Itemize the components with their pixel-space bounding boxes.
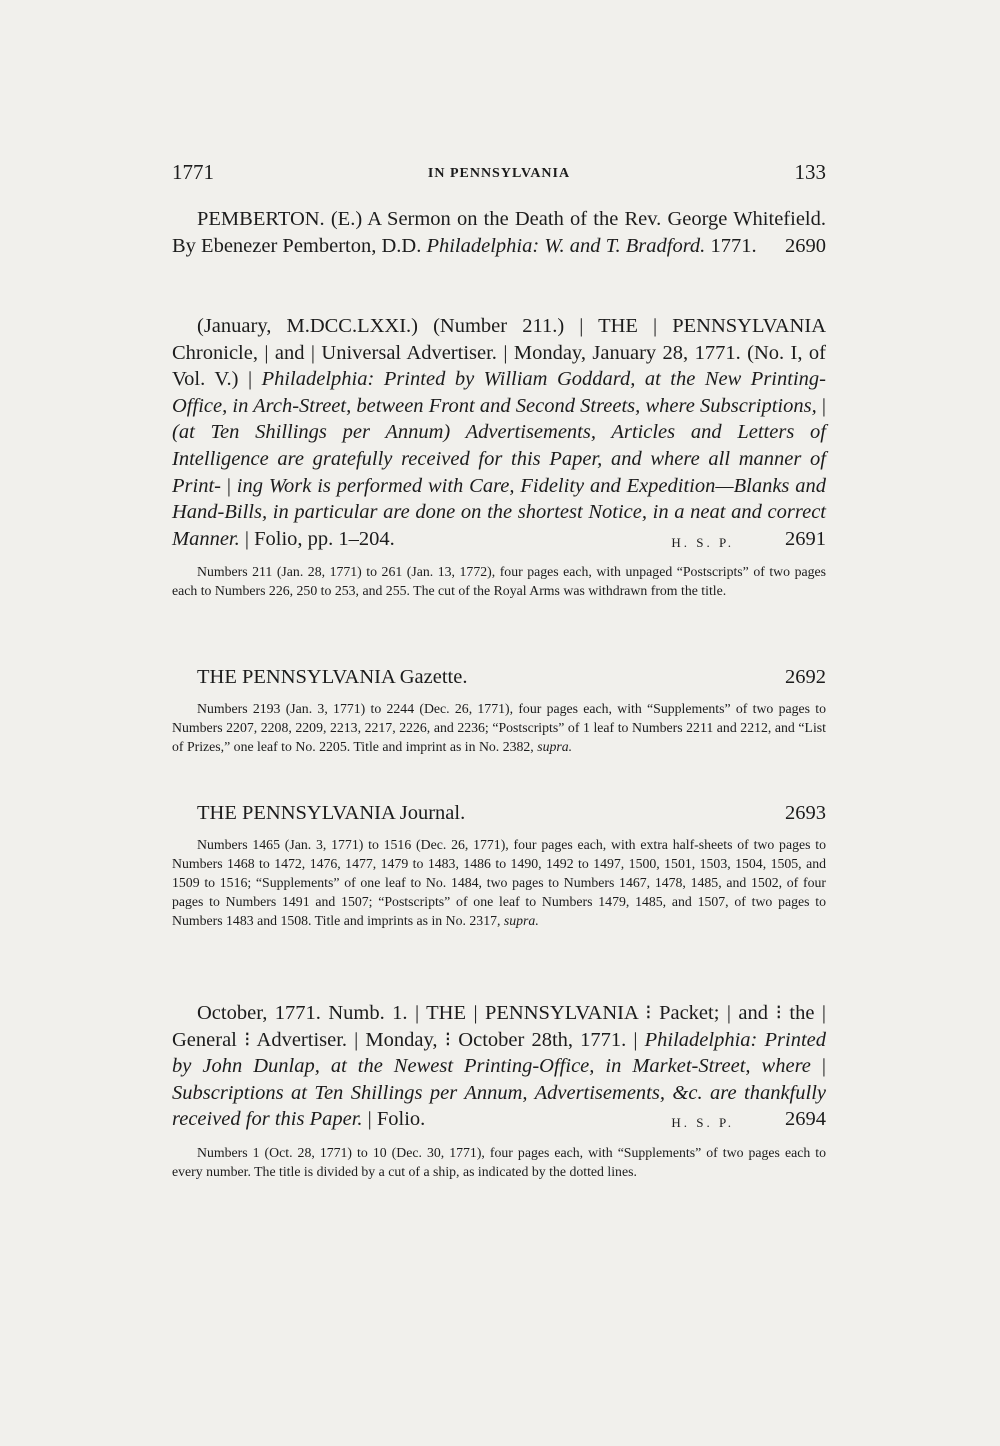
entry-number: 2692 — [785, 666, 826, 688]
entry-text-segment: | Folio. — [362, 1108, 426, 1131]
entry-2691-text — [172, 313, 826, 552]
entry-title: THE PENNSYLVANIA Gazette. — [197, 666, 468, 688]
note-italic: supra. — [537, 739, 573, 754]
header-title: IN PENNSYLVANIA — [427, 166, 571, 181]
entry-text-italic: ing Work is performed with Care, Fidelity and Expedition—Blanks and Hand-Bills, in particular are done on the shortest Notice, in a neat and correct Manner. — [172, 474, 826, 550]
location-mark: H. S. P. — [671, 534, 734, 550]
entry-2690-text — [172, 206, 826, 259]
entry-text-segment: October, 1771. Numb. 1. | THE | PENNSYLVANIA ⁝ Packet; | and ⁝ the | General ⁝ Advertiser. | Monday, ⁝ October 28th, 1771. | — [172, 1002, 826, 1051]
note-segment: Numbers 1465 (Jan. 3, 1771) to 1516 (Dec. 26, 1771), four pages each, with extra half-sheets of two pages to Numbers 1468 to 1472, 1476, 1477, 1479 to 1483, 1486 to 1490, 1492 to 1497, 1500, 1501, 1503, 1504, 1505, and 1509 to 1516; “Supplements” of one leaf to No. 1484, two pages to Numbers 1467, 1478, 1485, and 1502, of four pages to Numbers 1491 and 1507; “Postscripts” of one leaf to Numbers 1479, 1485, and 1507, of two pages to Numbers 1483 and 1508. Title and imprints as in No. 2317, — [172, 837, 826, 928]
entry-2694 — [172, 1000, 826, 1181]
entry-2690 — [172, 206, 826, 259]
location-mark: H. S. P. — [671, 1115, 734, 1131]
entry-2694-note: Numbers 1 (Oct. 28, 1771) to 10 (Dec. 30, 1771), four pages each, with “Supplements” of two pages each to every number. The title is divided by a cut of a ship, as indicated by the dotted lines. — [172, 1144, 826, 1179]
entry-text-italic: Philadelphia: Printed by John Dunlap, at the Newest Printing-Office, in Market-Street, where — [172, 1028, 826, 1078]
page-number: 133 — [794, 160, 826, 184]
entry-2692-title-line — [172, 664, 826, 690]
entry-2694-text — [172, 1000, 826, 1133]
entry-text-italic: Philadelphia: W. and T. Bradford. — [426, 234, 706, 257]
note-segment: Numbers 2193 (Jan. 3, 1771) to 2244 (Dec. 26, 1771), four pages each, with “Supplements” of two pages to Numbers 2207, 2208, 2209, 2213, 2217, 2226, and 2236; “Postscripts” of 1 leaf to Numbers 2211 and 2212, and “List of Prizes,” one leaf to No. 2205. Title and imprint as in No. 2382, — [172, 701, 826, 754]
entry-text-italic: (at Ten Shillings per Annum) Advertisements, Articles and Letters of Intelligence are gratefully received for this Paper, and where all manner of Print- — [172, 421, 826, 497]
entry-2692 — [172, 664, 826, 756]
entry-title: THE PENNSYLVANIA Journal. — [197, 802, 466, 824]
entry-2692-note — [172, 699, 826, 756]
entry-text-segment: (January, M.DCC.LXXI.) (Number 211.) | THE | PENNSYLVANIA Chronicle, | and | Universal Advertiser. | Monday, January 28, 1771. (No. I, of Vol. V.) | — [172, 315, 826, 391]
entry-number: 2693 — [785, 802, 826, 824]
entry-text-segment: | — [810, 1055, 826, 1078]
entry-2691-note: Numbers 211 (Jan. 28, 1771) to 261 (Jan. 13, 1772), four pages each, with unpaged “Postscripts” of two pages each to Numbers 226, 250 to 253, and 255. The cut of the Royal Arms was withdrawn from the title. — [172, 564, 826, 599]
entry-2693-note — [172, 835, 826, 930]
entry-text-italic: Subscriptions at Ten Shillings per Annum, Advertisements, &c. are thankfully received for this Paper. — [172, 1081, 826, 1131]
entry-2693-title-line — [172, 800, 826, 826]
entry-text-segment: | — [220, 474, 237, 497]
entry-number: 2694 — [785, 1108, 826, 1131]
note-italic: supra. — [503, 913, 539, 928]
entry-2693 — [172, 800, 826, 930]
running-head — [172, 160, 826, 190]
entry-text-segment: | Folio, pp. 1–204. — [239, 527, 395, 550]
header-year: 1771 — [172, 160, 214, 184]
entry-number: 2690 — [785, 234, 826, 257]
entry-number: 2691 — [785, 527, 826, 550]
entry-text-segment: | — [816, 394, 826, 417]
entry-text-italic: Philadelphia: Printed by William Goddard, at the New Printing-Office, in Arch-Street, between Front and Second Streets, where Subscriptions, — [172, 368, 826, 417]
entry-text-segment: 1771. — [705, 234, 757, 257]
entry-text-segment: PEMBERTON. (E.) A Sermon on the Death of the Rev. George Whitefield. By Ebenezer Pemberton, D.D. — [172, 208, 826, 257]
entry-2691 — [172, 313, 826, 600]
